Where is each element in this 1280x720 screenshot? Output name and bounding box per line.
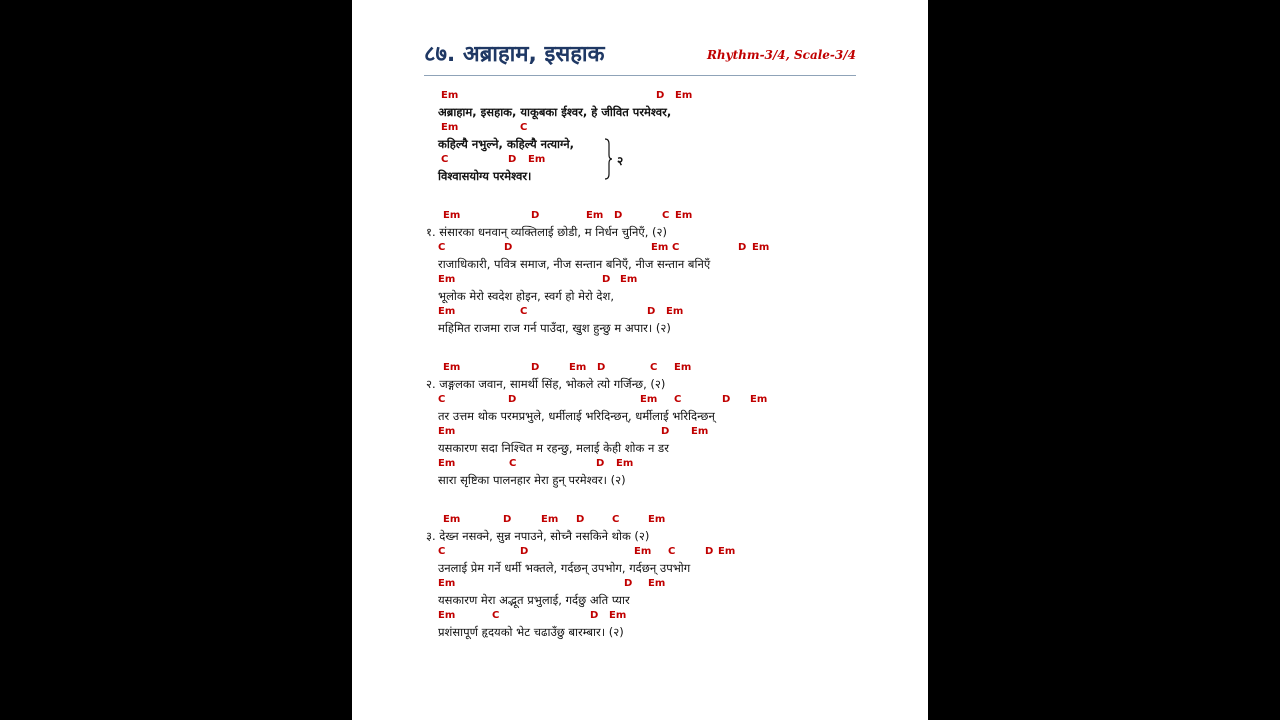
chord: Em	[443, 362, 461, 373]
verse-lyric-line: भूलोक मेरो स्वदेश होइन, स्वर्ग हो मेरो देश,	[438, 289, 614, 303]
repeat-brace-icon	[604, 138, 612, 180]
chord: D	[705, 546, 714, 557]
chord: C	[438, 546, 446, 557]
rhythm-scale-label: Rhythm-3/4, Scale-3/4	[706, 48, 856, 62]
repeat-count: २	[617, 154, 624, 168]
chord: Em	[674, 362, 692, 373]
chord: D	[647, 306, 656, 317]
chord: C	[492, 610, 500, 621]
chord: C	[662, 210, 670, 221]
chord: Em	[438, 578, 456, 589]
chord: Em	[528, 154, 546, 165]
chord: D	[738, 242, 747, 253]
verse-lyric-line: १. संसारका धनवान् व्यक्तिलाई छोडी, म निर्धन चुनिएँ, (२)	[426, 225, 668, 239]
chord: Em	[541, 514, 559, 525]
chord: D	[614, 210, 623, 221]
chord: C	[650, 362, 658, 373]
chord: Em	[648, 578, 666, 589]
chord: D	[531, 210, 540, 221]
chord: C	[441, 154, 449, 165]
chord: D	[656, 90, 665, 101]
chord: Em	[438, 610, 456, 621]
verse-lyric-line: ३. देख्न नसक्ने, सुन्न नपाउने, सोच्नै नसकिने थोक (२)	[426, 529, 650, 543]
chord: Em	[609, 610, 627, 621]
chord: Em	[586, 210, 604, 221]
chord: D	[576, 514, 585, 525]
chord: D	[508, 154, 517, 165]
chord: D	[520, 546, 529, 557]
chord: Em	[438, 274, 456, 285]
chord: Em	[691, 426, 709, 437]
chord: C	[668, 546, 676, 557]
chord: D	[602, 274, 611, 285]
chord: D	[597, 362, 606, 373]
verse-lyric-line: यसकारण सदा निश्चित म रहन्छु, मलाई केही शोक न डर	[438, 441, 669, 455]
chord: Em	[718, 546, 736, 557]
verse-lyric-line: तर उत्तम थोक परमप्रभुले, धर्मीलाई भरिदिन्छन्, धर्मीलाई भरिदिन्छन्	[438, 409, 715, 423]
chord: Em	[675, 90, 693, 101]
chord: Em	[752, 242, 770, 253]
chord: Em	[443, 514, 461, 525]
verse-lyric-line: यसकारण मेरा अद्भूत प्रभुलाई, गर्दछु अति प्यार	[438, 593, 630, 607]
chord: C	[438, 394, 446, 405]
chord: C	[438, 242, 446, 253]
chord: D	[503, 514, 512, 525]
chord: C	[520, 306, 528, 317]
chord: Em	[441, 122, 459, 133]
chorus-lyric-line: अब्राहाम, इसहाक, याकूबका ईश्वर, हे जीवित परमेश्वर,	[438, 105, 672, 119]
song-sheet-page	[352, 0, 928, 720]
chord: Em	[666, 306, 684, 317]
chord: C	[612, 514, 620, 525]
chorus-lyric-line: विश्वासयोग्य परमेश्वर।	[438, 169, 532, 183]
chord: D	[590, 610, 599, 621]
chord: Em	[443, 210, 461, 221]
chord: D	[596, 458, 605, 469]
chord: D	[531, 362, 540, 373]
chord: C	[672, 242, 680, 253]
chord: Em	[438, 306, 456, 317]
chord: Em	[634, 546, 652, 557]
chord: D	[504, 242, 513, 253]
chord: Em	[620, 274, 638, 285]
chord: Em	[569, 362, 587, 373]
chord: Em	[648, 514, 666, 525]
verse-lyric-line: महिमित राजमा राज गर्न पाउँदा, खुश हुन्छु म अपार। (२)	[438, 321, 671, 335]
verse-lyric-line: सारा सृष्टिका पालनहार मेरा हुन् परमेश्वर। (२)	[438, 473, 626, 487]
chord: Em	[441, 90, 459, 101]
chord: D	[508, 394, 517, 405]
chord: Em	[640, 394, 658, 405]
chorus-lyric-line: कहिल्यै नभुल्ने, कहिल्यै नत्याग्ने,	[438, 137, 575, 151]
chord: Em	[675, 210, 693, 221]
chord: D	[661, 426, 670, 437]
verse-lyric-line: प्रशंसापूर्ण हृदयको भेट चढाउँछु बारम्बार। (२)	[438, 625, 624, 639]
chord: Em	[750, 394, 768, 405]
chord: Em	[438, 458, 456, 469]
chord: Em	[651, 242, 669, 253]
verse-lyric-line: उनलाई प्रेम गर्ने धर्मी भक्तले, गर्दछन् उपभोग, गर्दछन् उपभोग	[438, 561, 691, 575]
chord: Em	[616, 458, 634, 469]
verse-lyric-line: राजाधिकारी, पवित्र समाज, नीज सन्तान बनिएँ, नीज सन्तान बनिएँ	[438, 257, 711, 271]
chord: C	[509, 458, 517, 469]
verse-lyric-line: २. जङ्गलका जवान, सामर्थी सिंह, भोकले त्यो गर्जिन्छ, (२)	[426, 377, 666, 391]
title-divider	[424, 75, 856, 76]
chord: D	[624, 578, 633, 589]
chord: D	[722, 394, 731, 405]
chord: Em	[438, 426, 456, 437]
chord: C	[520, 122, 528, 133]
chord: C	[674, 394, 682, 405]
song-title: ८७. अब्राहाम, इसहाक	[424, 42, 605, 67]
